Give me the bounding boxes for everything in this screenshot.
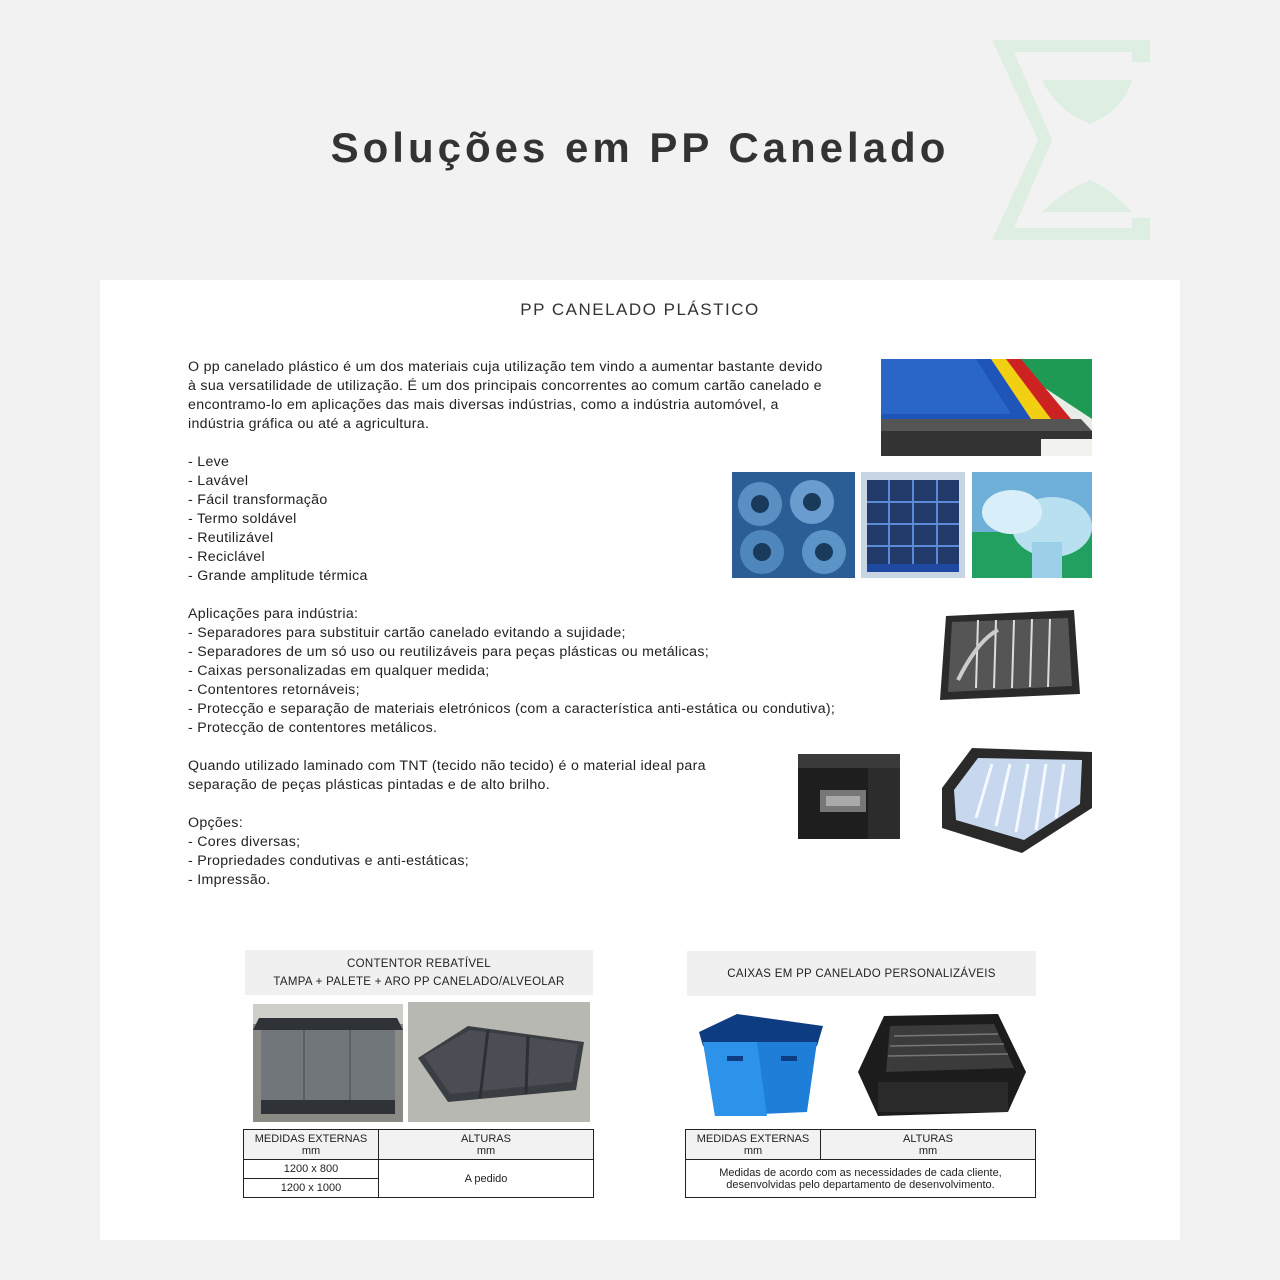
- intro-paragraph: [188, 358, 823, 434]
- black-box-photo: [858, 1012, 1030, 1122]
- feature-item: - Reciclável: [188, 549, 265, 565]
- feature-item: - Termo soldável: [188, 511, 297, 527]
- note-cell: [686, 1160, 1036, 1198]
- product-header-contentor: [245, 950, 593, 995]
- container-closed-photo: [253, 1004, 403, 1122]
- container-folded-photo: [408, 1002, 590, 1122]
- tnt-line: separação de peças plásticas pintadas e de alto brilho.: [188, 777, 550, 793]
- size-cell: 1200 x 800: [244, 1160, 379, 1179]
- options-list: [188, 814, 469, 890]
- application-item: - Contentores retornáveis;: [188, 682, 360, 698]
- application-item: - Separadores de um só uso ou reutilizáveis para peças plásticas ou metálicas;: [188, 644, 710, 660]
- col-header-heights: ALTURAS: [461, 1132, 511, 1145]
- application-item: - Separadores para substituir cartão canelado evitando a sujidade;: [188, 625, 626, 641]
- intro-line: encontramo-lo em aplicações das mais diversas indústrias, como a indústria automóvel, a: [188, 397, 779, 413]
- table-header-cell: [686, 1130, 821, 1160]
- table-header-cell: [821, 1130, 1036, 1160]
- applications-heading: Aplicações para indústria:: [188, 606, 359, 622]
- feature-item: - Grande amplitude térmica: [188, 568, 368, 584]
- note-line: desenvolvidas pelo departamento de desenvolvimento.: [726, 1178, 995, 1191]
- table-header-cell: [379, 1130, 594, 1160]
- note-line: Medidas de acordo com as necessidades de cada cliente,: [719, 1166, 1002, 1179]
- radio-box-photo: [798, 754, 900, 839]
- col-header-sizes: MEDIDAS EXTERNAS: [254, 1132, 368, 1145]
- spec-table-caixas: [685, 1129, 1036, 1198]
- col-unit: mm: [301, 1144, 321, 1157]
- size-cell: 1200 x 1000: [244, 1179, 379, 1198]
- pp-sheets-photo: [881, 359, 1092, 456]
- steel-coils-photo: [732, 472, 855, 578]
- col-unit: mm: [918, 1144, 938, 1157]
- tnt-box-photo: [942, 748, 1092, 853]
- tnt-line: Quando utilizado laminado com TNT (tecido não tecido) é o material ideal para: [188, 758, 706, 774]
- application-item: - Caixas personalizadas em qualquer medida;: [188, 663, 490, 679]
- col-header-sizes: MEDIDAS EXTERNAS: [696, 1132, 810, 1145]
- intro-line: indústria gráfica ou até a agricultura.: [188, 416, 430, 432]
- table-header-cell: [244, 1130, 379, 1160]
- section-title: PP CANELADO PLÁSTICO: [520, 300, 760, 319]
- feature-item: - Reutilizável: [188, 530, 274, 546]
- feature-item: - Lavável: [188, 473, 249, 489]
- col-header-heights: ALTURAS: [903, 1132, 953, 1145]
- heights-cell: A pedido: [379, 1160, 594, 1198]
- col-unit: mm: [743, 1144, 763, 1157]
- product-header-caixas: [687, 951, 1036, 996]
- product-header-line: TAMPA + PALETE + ARO PP CANELADO/ALVEOLAR: [273, 975, 565, 988]
- col-unit: mm: [476, 1144, 496, 1157]
- feature-item: - Leve: [188, 454, 230, 470]
- blue-box-photo: [697, 1012, 823, 1122]
- content-card: [100, 280, 1180, 1240]
- tnt-paragraph: [188, 757, 706, 795]
- product-header-line: CAIXAS EM PP CANELADO PERSONALIZÁVEIS: [727, 967, 996, 980]
- metal-container-photo: [861, 472, 965, 578]
- intro-line: à sua versatilidade de utilização. É um dos principais concorrentes ao comum cartão canelado e: [188, 378, 822, 394]
- features-list: [188, 453, 368, 586]
- intro-line: O pp canelado plástico é um dos materiais cuja utilização tem vindo a aumentar bastante devido: [188, 359, 823, 375]
- application-item: - Protecção de contentores metálicos.: [188, 720, 438, 736]
- page-title: Soluções em PP Canelado: [330, 124, 950, 171]
- option-item: - Impressão.: [188, 872, 271, 888]
- product-header-line: CONTENTOR REBATÍVEL: [347, 957, 491, 970]
- option-item: - Cores diversas;: [188, 834, 301, 850]
- feature-item: - Fácil transformação: [188, 492, 328, 508]
- application-item: - Protecção e separação de materiais eletrónicos (com a característica anti-estática ou condutiva);: [188, 701, 836, 717]
- options-heading: Opções:: [188, 815, 243, 831]
- separator-box-photo: [938, 610, 1082, 702]
- bottles-photo: [972, 472, 1092, 578]
- spec-table-contentor: [243, 1129, 594, 1198]
- applications-list: [188, 605, 835, 738]
- option-item: - Propriedades condutivas e anti-estáticas;: [188, 853, 470, 869]
